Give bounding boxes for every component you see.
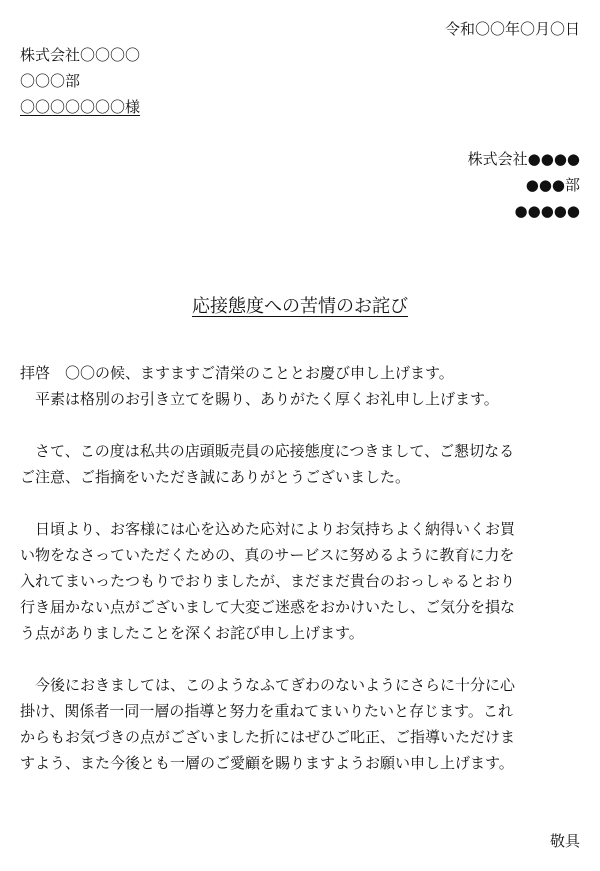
sender-department: ●●●部 bbox=[525, 176, 580, 194]
body-paragraph-3 bbox=[20, 672, 580, 776]
recipient-department: 〇〇〇部 bbox=[20, 72, 81, 90]
recipient-company: 株式会社〇〇〇〇 bbox=[20, 46, 141, 64]
recipient-name: 〇〇〇〇〇〇〇様 bbox=[20, 98, 141, 116]
text-line: すよう、また今後とも一層のご愛顧を賜りますようお願い申し上げます。 bbox=[20, 754, 514, 772]
text-line: 今後におきましては、このようなふてぎわのないようにさらに十分に心 bbox=[20, 676, 516, 694]
text-line: 平素は格別のお引き立てを賜り、ありがたく厚くお礼申し上げます。 bbox=[20, 390, 499, 408]
text-line: からもお気づきの点がございました折にはぜひご叱正、ご指導いただけま bbox=[20, 728, 516, 746]
body-paragraph-1 bbox=[20, 438, 580, 490]
text-line: 拝啓 〇〇の候、ますますご清栄のこととお慶び申し上げます。 bbox=[20, 364, 454, 382]
text-line: 日頃より、お客様には心を込めた応対によりお気持ちよく納得いくお買 bbox=[20, 520, 516, 538]
text-line: い物をなさっていただくための、真のサービスに努めるように教育に力を bbox=[20, 546, 515, 564]
greeting-paragraph bbox=[20, 360, 580, 412]
text-line: 行き届かない点がございまして大変ご迷惑をおかけいたし、ご気分を損な bbox=[20, 598, 516, 616]
body-paragraph-2 bbox=[20, 516, 580, 646]
text-line: さて、この度は私共の店頭販売員の応接態度につきまして、ご懇切なる bbox=[20, 442, 515, 460]
letter-title: 応接態度への苦情のお詫び bbox=[192, 296, 408, 317]
letter-date: 令和〇〇年〇月〇日 bbox=[444, 20, 580, 38]
closing-remark: 敬具 bbox=[549, 832, 580, 850]
text-line: 掛け、関係者一同一層の指導と努力を重ねてまいりたいと存じます。これ bbox=[20, 702, 513, 720]
sender-company: 株式会社●●●● bbox=[467, 150, 580, 168]
text-line: ご注意、ご指摘をいただき誠にありがとうございました。 bbox=[20, 468, 411, 486]
sender-name: ●●●●● bbox=[514, 202, 580, 220]
text-line: う点がありましたことを深くお詫び申し上げます。 bbox=[20, 624, 364, 642]
text-line: 入れてまいったつもりでおりましたが、まだまだ貴台のおっしゃるとおり bbox=[20, 572, 516, 590]
